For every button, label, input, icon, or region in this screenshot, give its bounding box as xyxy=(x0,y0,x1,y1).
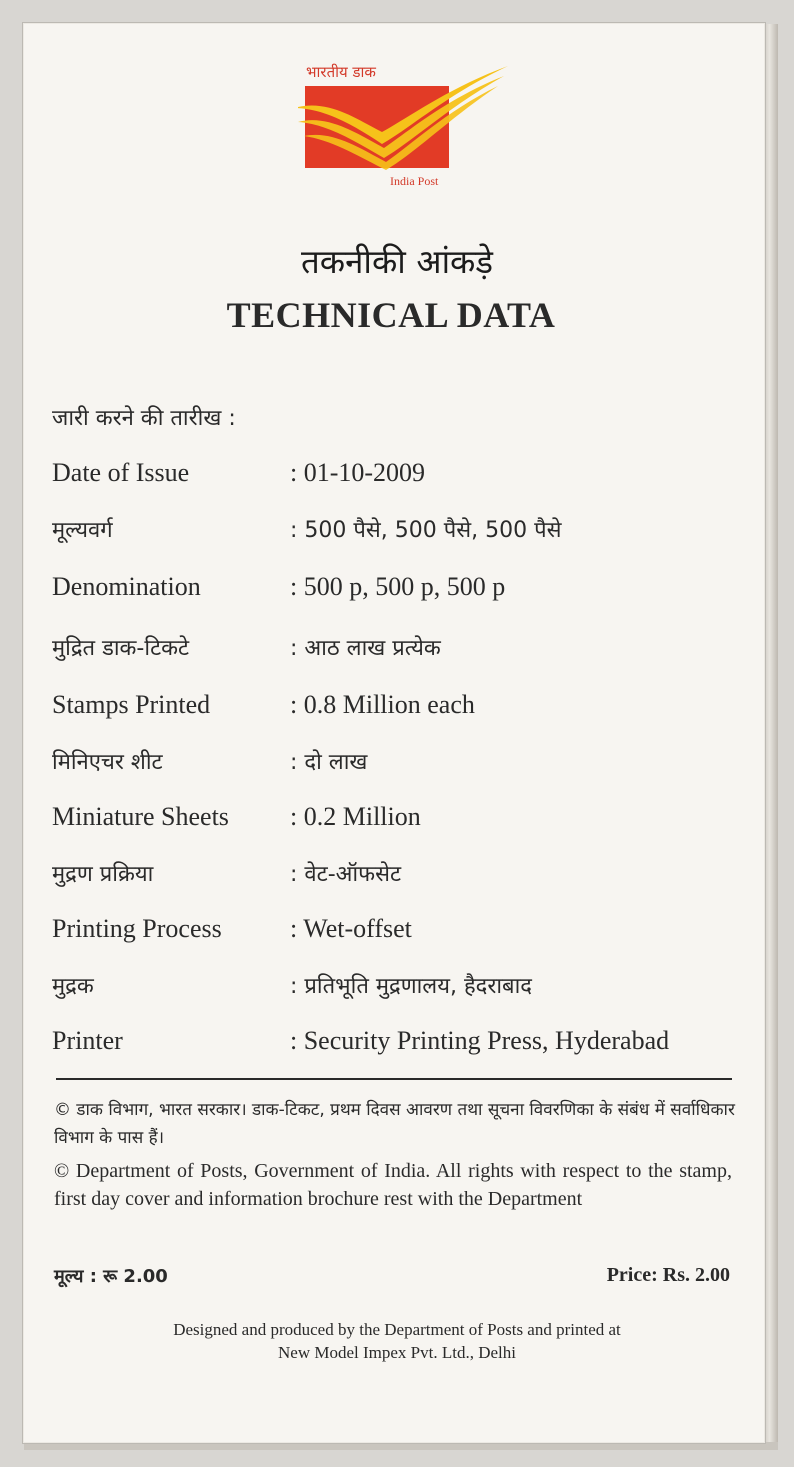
row-date-of-issue xyxy=(0,458,794,498)
row-label: जारी करने की तारीख : xyxy=(52,406,236,431)
row-value: : Wet-offset xyxy=(290,914,412,943)
row-value: : 500 p, 500 p, 500 p xyxy=(290,572,506,601)
row-label: मुद्रित डाक-टिकटे xyxy=(52,636,190,661)
row-value: : प्रतिभूति मुद्रणालय, हैदराबाद xyxy=(290,974,532,999)
row-miniature-sheets xyxy=(0,802,794,842)
row-printing-process xyxy=(0,914,794,954)
divider-line xyxy=(56,1078,732,1080)
footer-line-1: Designed and produced by the Department of Posts and printed at xyxy=(173,1320,621,1339)
copyright-hindi: © डाक विभाग, भारत सरकार। डाक-टिकट, प्रथम दिवस आवरण तथा सूचना विवरणिका के संबंध में सर्वाधिकार विभाग के पास हैं। xyxy=(54,1100,735,1148)
row-label: Date of Issue xyxy=(52,458,190,487)
row-printer-hindi xyxy=(0,970,794,1010)
page-edge xyxy=(764,24,778,1442)
row-label: Printer xyxy=(52,1026,123,1055)
row-value: : वेट-ऑफसेट xyxy=(290,862,402,887)
row-label: Stamps Printed xyxy=(52,690,211,719)
row-value: : 500 पैसे, 500 पैसे, 500 पैसे xyxy=(290,518,562,543)
row-printer xyxy=(0,1026,794,1066)
row-label: मिनिएचर शीट xyxy=(52,750,163,775)
row-value: : दो लाख xyxy=(290,750,368,775)
india-post-logo xyxy=(298,58,512,193)
price-english: Price: Rs. 2.00 xyxy=(606,1264,730,1286)
logo-swoosh-icon xyxy=(298,58,512,193)
logo-english-text: India Post xyxy=(390,174,439,188)
row-stamps-printed xyxy=(0,690,794,730)
brochure-sheet xyxy=(22,22,766,1444)
row-label: मुद्रक xyxy=(52,974,94,999)
row-label: Miniature Sheets xyxy=(52,802,229,831)
row-value: : आठ लाख प्रत्येक xyxy=(290,636,441,661)
logo-hindi-text: भारतीय डाक xyxy=(306,63,376,81)
row-label: Denomination xyxy=(52,572,201,601)
footer-line-2: New Model Impex Pvt. Ltd., Delhi xyxy=(278,1343,516,1362)
row-issue-date-hindi xyxy=(0,402,794,442)
row-label: Printing Process xyxy=(52,914,222,943)
price-hindi: मूल्य : रू 2.00 xyxy=(54,1266,168,1287)
title-english: TECHNICAL DATA xyxy=(226,295,556,335)
row-value: : 01-10-2009 xyxy=(290,458,426,487)
row-label: मूल्यवर्ग xyxy=(52,518,113,543)
row-printing-process-hindi xyxy=(0,858,794,898)
row-stamps-printed-hindi xyxy=(0,632,794,672)
row-value: : Security Printing Press, Hyderabad xyxy=(290,1026,670,1055)
row-denomination xyxy=(0,572,794,612)
row-value: : 0.8 Million each xyxy=(290,690,475,719)
row-label: मुद्रण प्रक्रिया xyxy=(52,862,154,887)
row-denomination-hindi xyxy=(0,514,794,554)
row-miniature-sheets-hindi xyxy=(0,746,794,786)
row-value: : 0.2 Million xyxy=(290,802,421,831)
title-hindi: तकनीकी आंकड़े xyxy=(300,242,494,281)
copyright-english: © Department of Posts, Government of India. All rights with respect to the stamp, first day cover and information brochure rest with the Department xyxy=(54,1160,732,1210)
